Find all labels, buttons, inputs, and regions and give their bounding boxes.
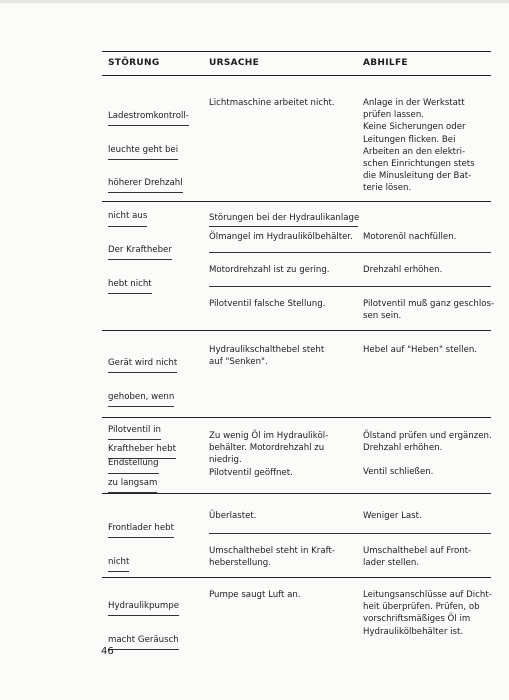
- stoerung-line: Kraftheber hebt: [108, 443, 176, 459]
- ursache-cell: Pilotventil falsche Stellung.: [209, 299, 326, 309]
- stoerung-line: Ladestromkontroll-: [108, 110, 189, 126]
- cause-separator: [209, 286, 491, 287]
- ursache-cell: Umschalthebel steht in Kraft- heberstellung.: [209, 546, 335, 569]
- abhilfe-cell: Leitungsanschlüsse auf Dicht- heit überprüfen. Prüfen, ob vorschriftsmäßiges Öl im Hydraulikölbehälter ist.: [363, 590, 492, 637]
- section-title: Störungen bei der Hydraulikanlage: [209, 213, 360, 223]
- stoerung-cell: [108, 588, 179, 667]
- row-separator: [102, 201, 491, 202]
- column-header-ursache: URSACHE: [209, 58, 260, 68]
- ursache-cell: Überlastet.: [209, 511, 257, 521]
- stoerung-line: zu langsam: [108, 477, 157, 493]
- stoerung-line: Pilotventil in: [108, 424, 161, 440]
- table-top-rule: [102, 51, 491, 52]
- stoerung-line: nicht aus: [108, 210, 147, 226]
- cause-separator: [209, 252, 491, 253]
- ursache-cell: Pumpe saugt Luft an.: [209, 590, 301, 600]
- column-header-stoerung: STÖRUNG: [108, 58, 160, 68]
- abhilfe-cell: Umschalthebel auf Front- lader stellen.: [363, 546, 472, 569]
- abhilfe-cell: Weniger Last.: [363, 511, 422, 521]
- abhilfe-cell: Pilotventil muß ganz geschlos- sen sein.: [363, 299, 495, 322]
- stoerung-line: höherer Drehzahl: [108, 177, 183, 193]
- stoerung-line: leuchte geht bei: [108, 144, 178, 160]
- stoerung-cell: [108, 98, 189, 244]
- stoerung-line: nicht: [108, 556, 129, 572]
- stoerung-cell: [108, 232, 172, 311]
- stoerung-line: Gerät wird nicht: [108, 357, 177, 373]
- ursache-cell: Motordrehzahl ist zu gering.: [209, 265, 330, 275]
- stoerung-line: Endstellung: [108, 457, 159, 473]
- stoerung-line: Der Kraftheber: [108, 244, 172, 260]
- stoerung-line: hebt nicht: [108, 278, 152, 294]
- stoerung-line: macht Geräusch: [108, 634, 179, 650]
- row-separator: [102, 417, 491, 418]
- stoerung-line: Hydraulikpumpe: [108, 600, 179, 616]
- abhilfe-cell: Drehzahl erhöhen.: [363, 265, 443, 275]
- row-separator: [102, 493, 491, 494]
- header-bottom-rule: [102, 75, 491, 76]
- cause-separator: [209, 533, 491, 534]
- row-separator: [102, 330, 491, 331]
- section-title-underline: [209, 226, 358, 227]
- abhilfe-cell: Hebel auf "Heben" stellen.: [363, 345, 478, 355]
- row-separator: [102, 577, 491, 578]
- ursache-cell: Ölmangel im Hydraulikölbehälter.: [209, 232, 353, 242]
- column-header-abhilfe: ABHILFE: [363, 58, 408, 68]
- abhilfe-cell: Ölstand prüfen und ergänzen. Drehzahl erhöhen.: [363, 431, 492, 454]
- stoerung-line: Frontlader hebt: [108, 522, 174, 538]
- ursache-cell: Zu wenig Öl im Hydrauliköl- behälter. Motordrehzahl zu niedrig. Pilotventil geöffnet.: [209, 431, 329, 478]
- abhilfe-cell: Ventil schließen.: [363, 467, 434, 477]
- scan-edge: [0, 0, 509, 3]
- page-number: 46: [101, 646, 114, 657]
- abhilfe-cell: Anlage in der Werkstatt prüfen lassen. Keine Sicherungen oder Leitungen flicken. Bei Arbeiten an den elektri- schen Einrichtungen stets die Minusleitung der Bat- terie lösen.: [363, 98, 475, 194]
- stoerung-cell: [108, 431, 176, 510]
- stoerung-line: gehoben, wenn: [108, 391, 174, 407]
- ursache-cell: Lichtmaschine arbeitet nicht.: [209, 98, 335, 108]
- ursache-cell: Hydraulikschalthebel steht auf "Senken".: [209, 345, 325, 368]
- abhilfe-cell: Motorenöl nachfüllen.: [363, 232, 457, 242]
